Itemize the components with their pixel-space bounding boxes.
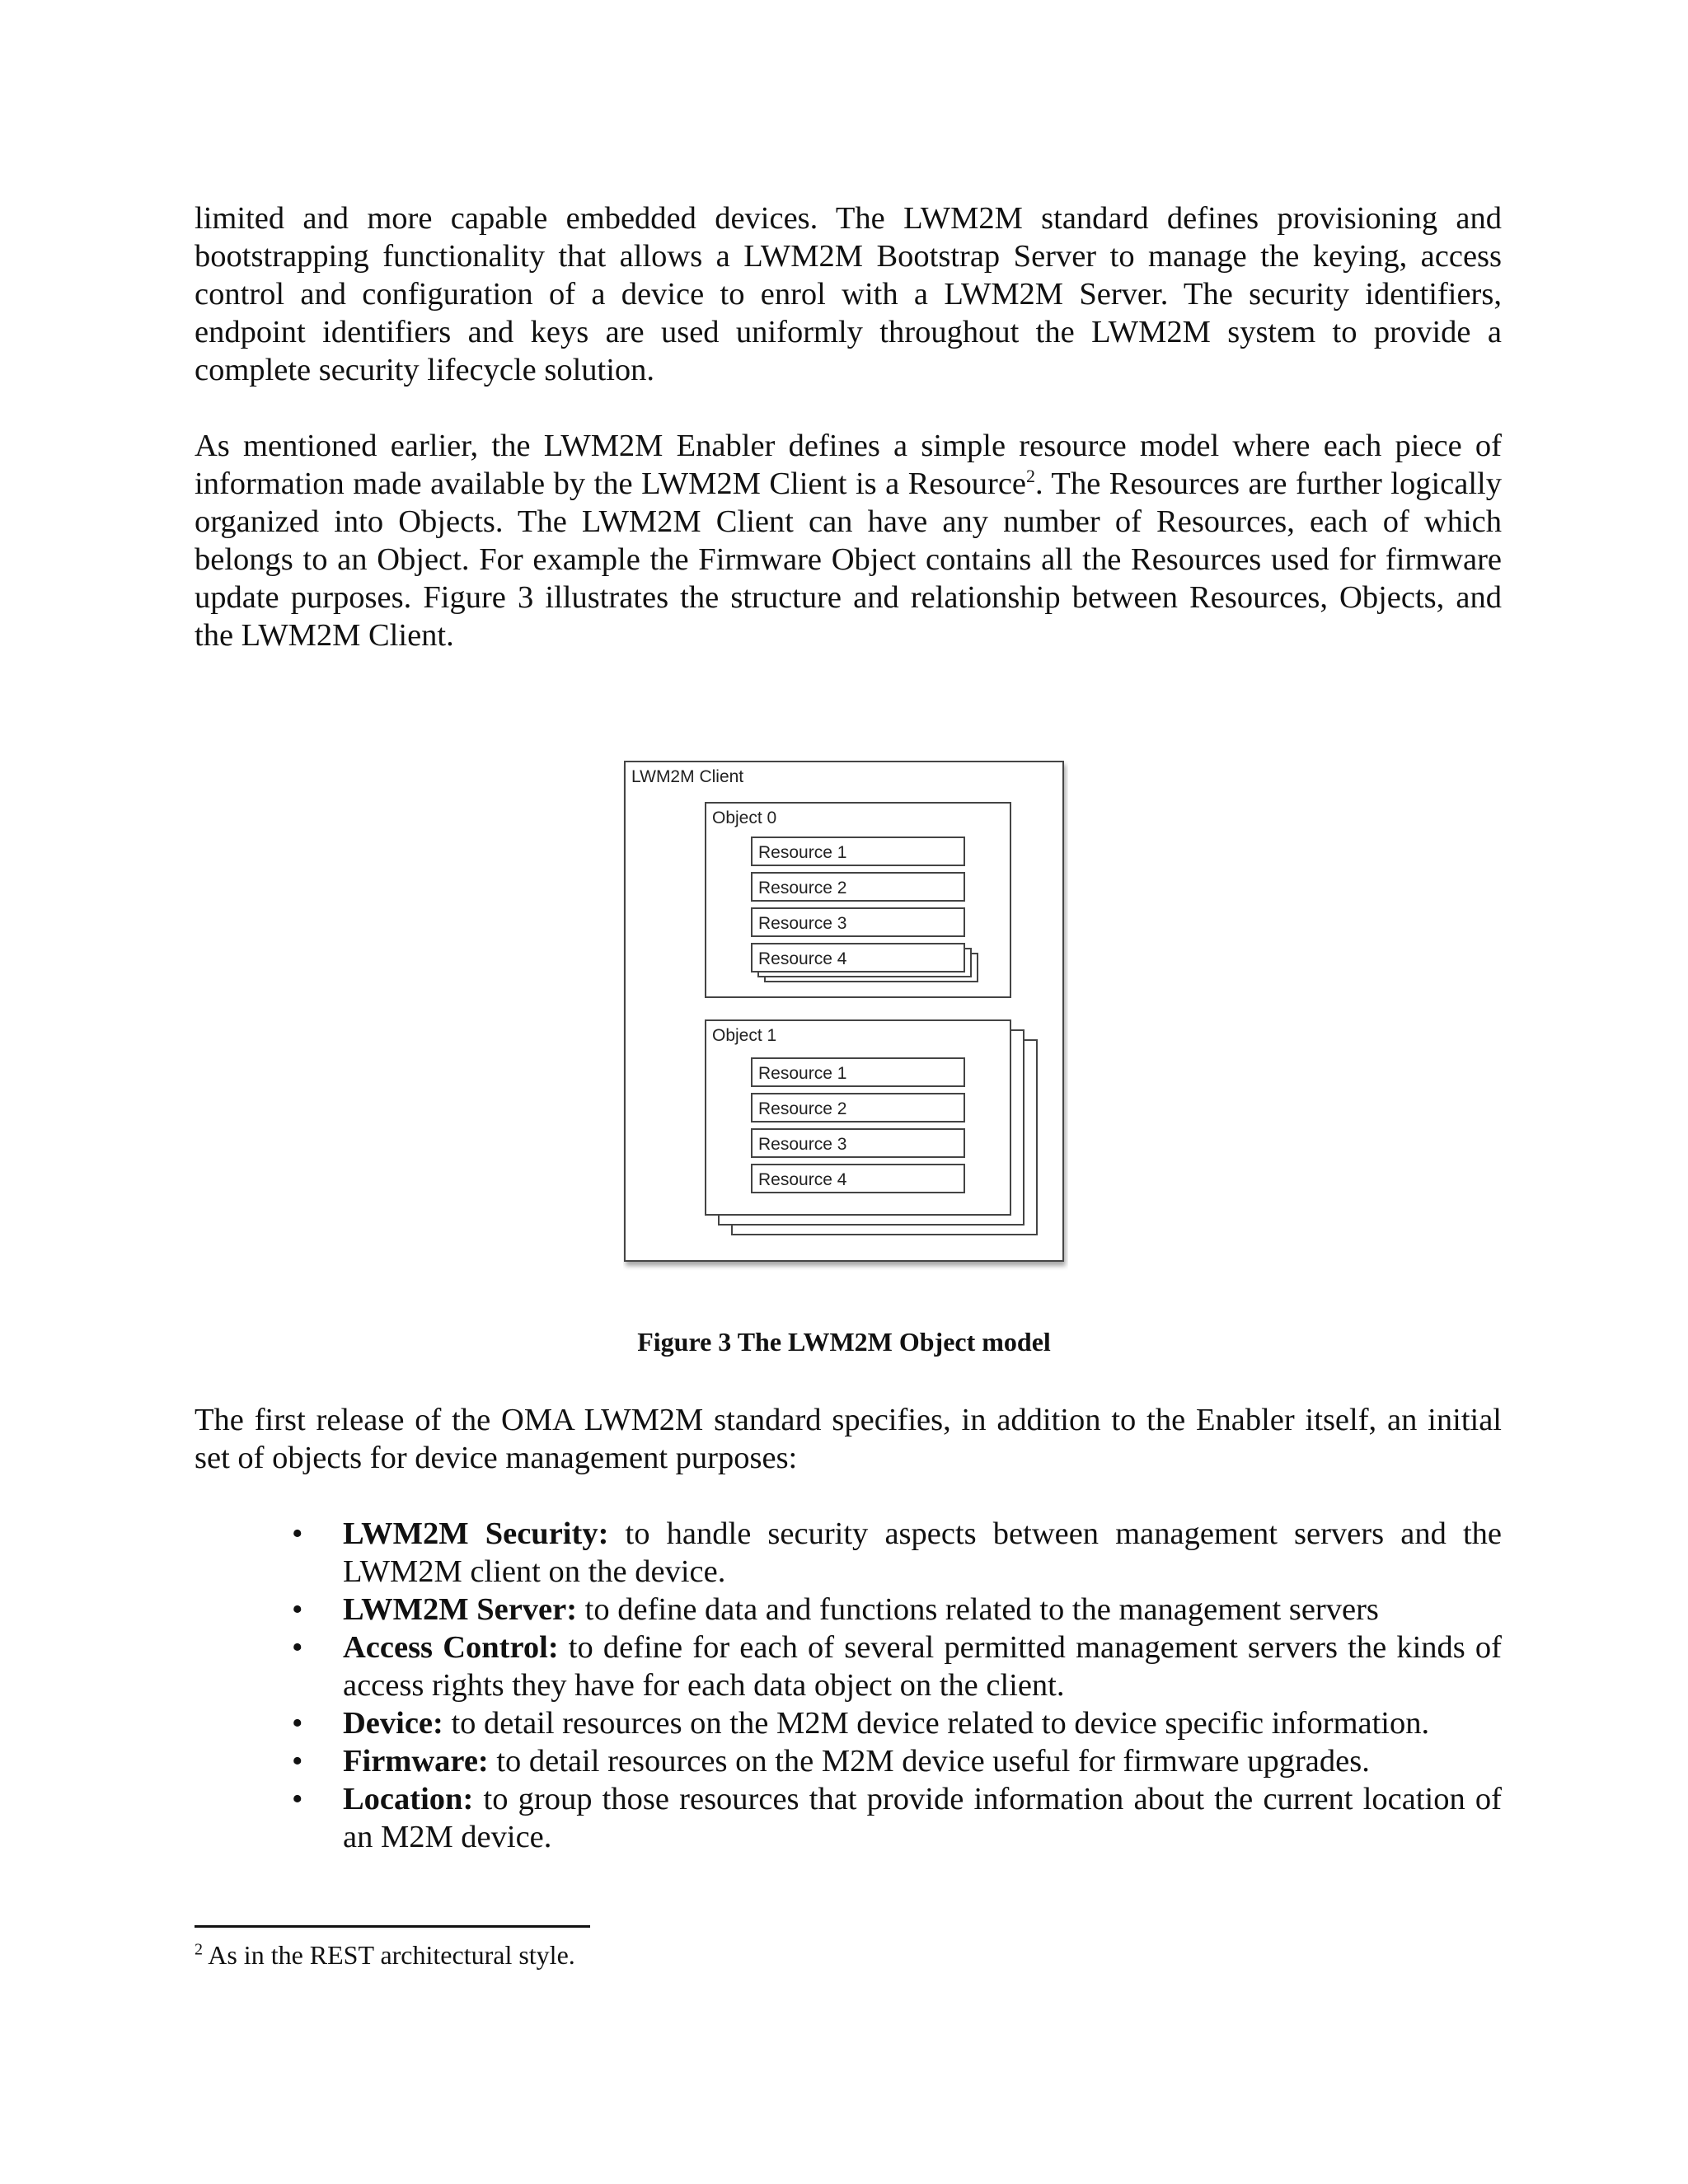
list-item-text: to detail resources on the M2M device related to device specific information. bbox=[443, 1706, 1430, 1741]
list-item bbox=[195, 1629, 1502, 1704]
object-1-resource-4-label: Resource 4 bbox=[758, 1170, 847, 1189]
object-1-label: Object 1 bbox=[712, 1026, 777, 1045]
object-1-resource-3-label: Resource 3 bbox=[758, 1135, 847, 1154]
list-item-text: to handle security aspects between management servers and the LWM2M client on the device. bbox=[343, 1516, 1503, 1589]
list-item-text: to define data and functions related to the management servers bbox=[577, 1592, 1379, 1627]
bullet-icon: • bbox=[292, 1592, 303, 1627]
list-item-term: LWM2M Server: bbox=[343, 1592, 578, 1627]
paragraph-initial-objects: The first release of the OMA LWM2M standard specifies, in addition to the Enabler itself, an initial set of objects for device management purposes: bbox=[195, 1403, 1502, 1475]
bullet-icon: • bbox=[292, 1706, 303, 1741]
footnote-reference[interactable]: 2 bbox=[1026, 466, 1035, 487]
bullet-icon: • bbox=[292, 1744, 303, 1779]
list-item bbox=[195, 1704, 1502, 1742]
object-0-resource-4-label: Resource 4 bbox=[758, 949, 847, 968]
figure-caption: Figure 3 The LWM2M Object model bbox=[637, 1327, 1051, 1357]
paragraph-resource-model-text-b: . The Resources are further logically organized into Objects. The LWM2M Client can have any number of Resources, each of which belongs to an Object. For example the Firmware Object contains all the Resources used for firmware update purposes. Figure 3 illustrates the structure and relationship between Resources, Objects, and the LWM2M Client. bbox=[195, 466, 1502, 653]
list-item-term: Device: bbox=[343, 1706, 443, 1741]
bullet-icon: • bbox=[292, 1516, 303, 1551]
footnote-number: 2 bbox=[195, 1940, 203, 1959]
object-0-label: Object 0 bbox=[712, 808, 777, 827]
list-item bbox=[195, 1515, 1502, 1591]
paragraph-resource-model bbox=[195, 427, 1502, 654]
list-item-term: Firmware: bbox=[343, 1744, 489, 1779]
object-1-resource-2-label: Resource 2 bbox=[758, 1099, 847, 1118]
paragraph-security-lifecycle: limited and more capable embedded devices. The LWM2M standard defines provisioning and bootstrapping functionality that allows a LWM2M Bootstrap Server to manage the keying, access control and configuration of a device to enrol with a LWM2M Server. The security identifiers, endpoint identifiers and keys are used uniformly throughout the LWM2M system to provide a complete security lifecycle solution. bbox=[195, 201, 1502, 387]
lwm2m-object-model-figure bbox=[623, 760, 1068, 1271]
footnote bbox=[195, 1938, 575, 1971]
list-item-term: LWM2M Security: bbox=[343, 1516, 609, 1551]
object-1-resource-1-label: Resource 1 bbox=[758, 1064, 847, 1083]
lwm2m-client-label: LWM2M Client bbox=[631, 767, 744, 786]
list-item-text: to define for each of several permitted management servers the kinds of access rights they have for each data object on the client. bbox=[343, 1630, 1502, 1703]
paragraph-resource-model-text-a: As mentioned earlier, the LWM2M Enabler defines a simple resource model where each piece of information made available by the LWM2M Client is a Resource bbox=[195, 429, 1502, 501]
footnote-text: As in the REST architectural style. bbox=[203, 1940, 575, 1970]
list-item bbox=[195, 1780, 1502, 1856]
footnote-separator bbox=[195, 1925, 590, 1928]
list-item-term: Location: bbox=[343, 1782, 474, 1816]
list-item-text: to group those resources that provide information about the current location of an M2M device. bbox=[343, 1782, 1502, 1854]
list-item-text: to detail resources on the M2M device useful for firmware upgrades. bbox=[488, 1744, 1370, 1779]
list-item bbox=[195, 1742, 1502, 1780]
object-0-resource-1-label: Resource 1 bbox=[758, 843, 847, 862]
object-0-resource-2-label: Resource 2 bbox=[758, 879, 847, 898]
list-item-term: Access Control: bbox=[343, 1630, 559, 1665]
list-item bbox=[195, 1591, 1502, 1629]
object-0-resource-3-label: Resource 3 bbox=[758, 914, 847, 933]
bullet-icon: • bbox=[292, 1782, 303, 1816]
bullet-icon: • bbox=[292, 1630, 303, 1665]
object-list bbox=[195, 1515, 1502, 1856]
